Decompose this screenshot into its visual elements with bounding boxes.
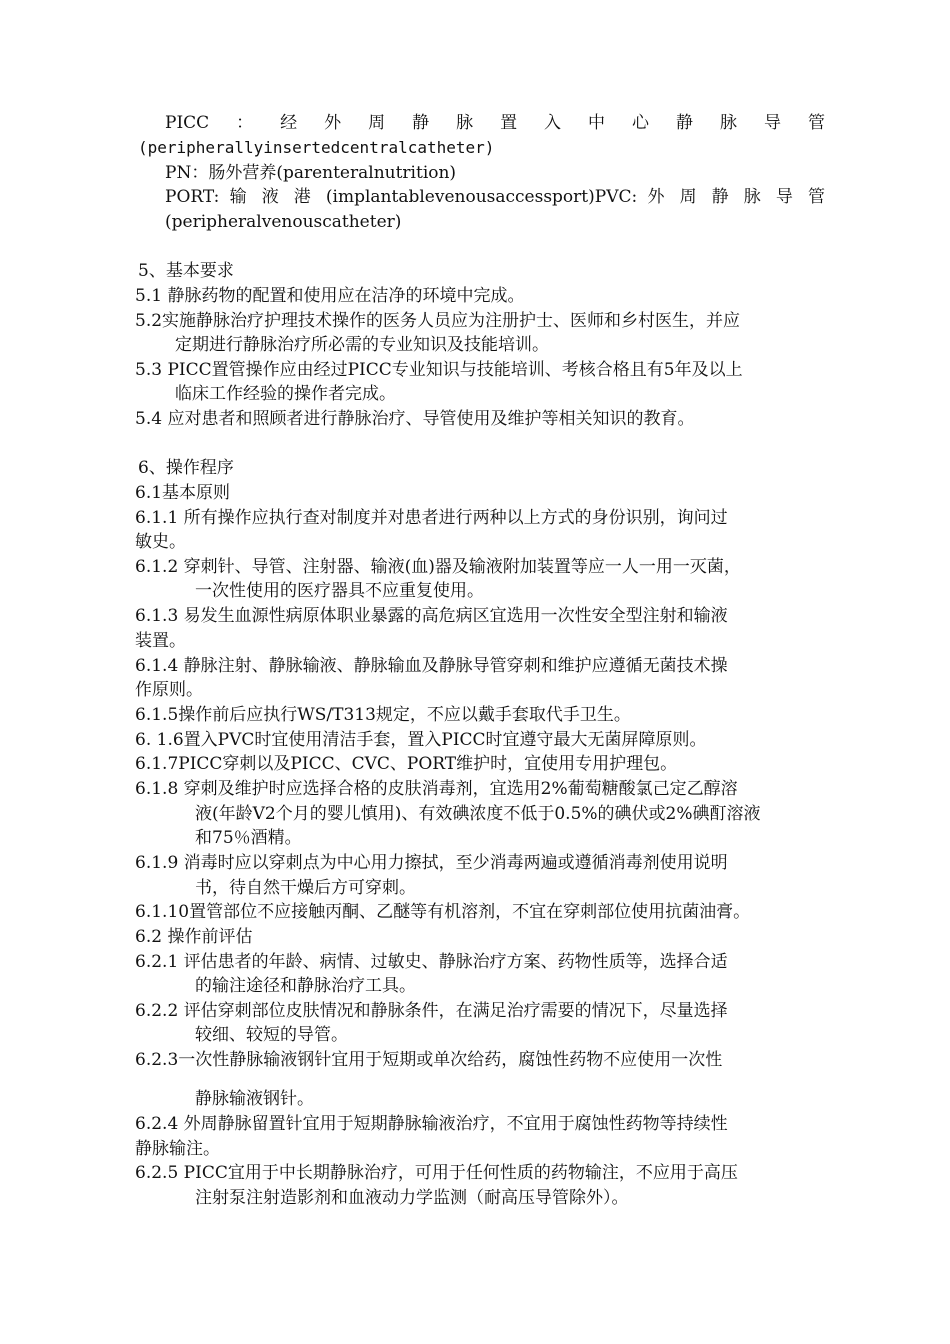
picc-english: (peripherallyinsertedcentralcatheter) (138, 138, 495, 157)
subsection-heading: 6.2 操作前评估 (135, 927, 253, 947)
paragraph-line: 较细、较短的导管。 (195, 1025, 348, 1045)
paragraph-line: 5.2实施静脉治疗护理技术操作的医务人员应为注册护士、医师和乡村医生，并应 (135, 311, 741, 331)
paragraph-line: 6.1.5操作前后应执行WS/T313规定，不应以戴手套取代手卫生。 (135, 705, 631, 725)
paragraph-line: 6.1.1 所有操作应执行查对制度并对患者进行两种以上方式的身份识别，询问过 (135, 508, 728, 528)
picc-char: 置 (500, 113, 518, 133)
paragraph-line: 书，待自然干燥后方可穿刺。 (195, 878, 416, 898)
picc-char: 脉 (719, 113, 737, 133)
paragraph-line: 6.1.4 静脉注射、静脉输液、静脉输血及静脉导管穿刺和维护应遵循无菌技术操 (135, 656, 728, 676)
picc-char: 管 (807, 113, 825, 133)
picc-term: PICC (165, 113, 210, 133)
abbrev-pn: PN：肠外营养(parenteralnutrition) (165, 163, 457, 183)
paragraph-line: 注射泵注射造影剂和血液动力学监测（耐高压导管除外）。 (195, 1188, 629, 1208)
picc-char: 周 (368, 113, 386, 133)
picc-char: 外 (324, 113, 342, 133)
paragraph-line: 敏史。 (135, 532, 186, 552)
paragraph-line: 5.4 应对患者和照顾者进行静脉治疗、导管使用及维护等相关知识的教育。 (135, 409, 695, 429)
paragraph-line: 6.2.4 外周静脉留置针宜用于短期静脉输液治疗，不宜用于腐蚀性药物等持续性 (135, 1114, 728, 1134)
picc-char: 心 (632, 113, 650, 133)
section5-heading: 5、基本要求 (138, 261, 234, 281)
paragraph-line: 一次性使用的医疗器具不应重复使用。 (195, 581, 484, 601)
paragraph-line: 6.1.8 穿刺及维护时应选择合格的皮肤消毒剂，宜选用2%葡萄糖酸氯己定乙醇溶 (135, 779, 738, 799)
paragraph-line: 6.2.1 评估患者的年龄、病情、过敏史、静脉治疗方案、药物性质等，选择合适 (135, 952, 728, 972)
paragraph-line: 5.1 静脉药物的配置和使用应在洁净的环境中完成。 (135, 286, 525, 306)
paragraph-line: 定期进行静脉治疗所必需的专业知识及技能培训。 (175, 335, 549, 355)
pvc-english: (peripheralvenouscatheter) (165, 212, 402, 232)
paragraph-line: 液(年龄V2个月的婴儿慎用)、有效碘浓度不低于0.5%的碘伏或2%碘酊溶液 (195, 804, 761, 824)
picc-char: 中 (588, 113, 606, 133)
paragraph-line: 6.2.5 PICC宜用于中长期静脉治疗，可用于任何性质的药物输注，不应用于高压 (135, 1163, 738, 1183)
picc-char: 入 (544, 113, 562, 133)
paragraph-line: 6. 1.6置入PVC时宜使用清洁手套，置入PICC时宜遵守最大无菌屏障原则。 (135, 730, 707, 750)
paragraph-line: 6.1.10置管部位不应接触丙酮、乙醚等有机溶剂，不宜在穿刺部位使用抗菌油膏。 (135, 902, 751, 922)
picc-char: 脉 (456, 113, 474, 133)
abbrev-port-pvc: PORT: 输 液 港 (implantablevenousaccessport)PVC: 外 周 静 脉 导 管 (165, 187, 825, 207)
paragraph-line: 装置。 (135, 631, 186, 651)
paragraph-line: 6.1.9 消毒时应以穿刺点为中心用力擦拭，至少消毒两遍或遵循消毒剂使用说明 (135, 853, 728, 873)
paragraph-line: 6.1.3 易发生血源性病原体职业暴露的高危病区宜选用一次性安全型注射和输液 (135, 606, 728, 626)
subsection-heading: 6.1基本原则 (135, 483, 231, 503)
paragraph-line: 的输注途径和静脉治疗工具。 (195, 976, 416, 996)
abbrev-picc-line (165, 112, 825, 134)
paragraph-line: 临床工作经验的操作者完成。 (175, 384, 396, 404)
section6-heading: 6、操作程序 (138, 458, 234, 478)
paragraph-line: 和75％酒精。 (195, 828, 302, 848)
paragraph-line: 6.1.7PICC穿刺以及PICC、CVC、PORT维护时，宜使用专用护理包。 (135, 754, 678, 774)
picc-char: 经 (280, 113, 298, 133)
paragraph-line: 静脉输注。 (135, 1139, 220, 1159)
picc-char: 静 (676, 113, 693, 133)
paragraph-line: 6.1.2 穿刺针、导管、注射器、输液(血)器及输液附加装置等应一人一用一灭菌， (135, 557, 741, 577)
picc-colon: ： (236, 113, 254, 133)
paragraph-line: 静脉输液钢针。 (195, 1089, 314, 1109)
picc-char: 静 (412, 113, 430, 133)
paragraph-line: 6.2.3一次性静脉输液钢针宜用于短期或单次给药，腐蚀性药物不应使用一次性 (135, 1050, 723, 1070)
picc-char: 导 (763, 113, 781, 133)
paragraph-line: 6.2.2 评估穿刺部位皮肤情况和静脉条件，在满足治疗需要的情况下，尽量选择 (135, 1001, 728, 1021)
paragraph-line: 5.3 PICC置管操作应由经过PICC专业知识与技能培训、考核合格且有5年及以上 (135, 360, 743, 380)
paragraph-line: 作原则。 (135, 680, 203, 700)
